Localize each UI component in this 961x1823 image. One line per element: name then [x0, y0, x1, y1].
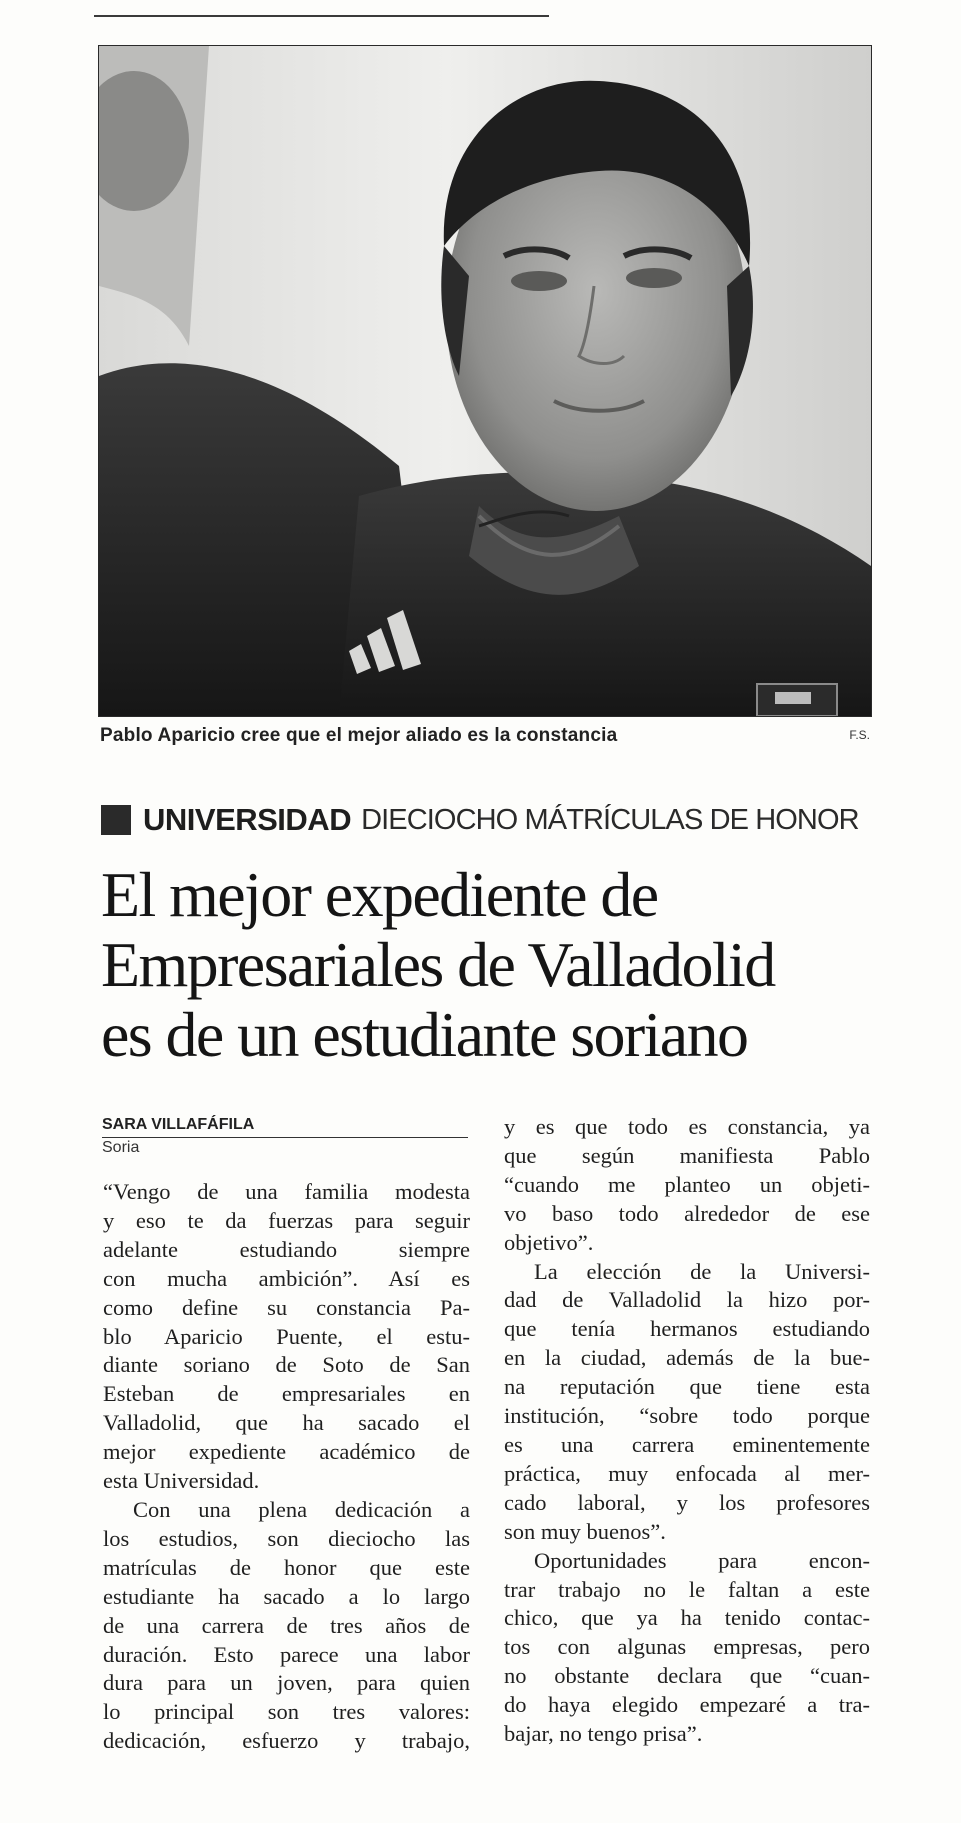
body-line: dad de Valladolid la hizo por- — [504, 1287, 870, 1313]
body-line: que tenía hermanos estudiando — [504, 1316, 870, 1342]
body-paragraph — [103, 1178, 470, 1496]
body-line: lo principal son tres valores: — [103, 1699, 470, 1725]
photo-caption-row — [100, 725, 870, 749]
body-line: matrículas de honor que este — [103, 1554, 470, 1580]
body-paragraph — [504, 1113, 870, 1258]
body-column-right — [504, 1113, 870, 1749]
body-line: objetivo”. — [504, 1229, 594, 1255]
body-column-left — [103, 1178, 470, 1756]
body-line: como define su constancia Pa- — [103, 1294, 470, 1320]
body-line: son muy buenos”. — [504, 1518, 666, 1544]
kicker-square-icon — [101, 805, 131, 835]
body-line: institución, “sobre todo porque — [504, 1403, 870, 1429]
body-line: vo baso todo alrededor de ese — [504, 1200, 870, 1226]
headline-line: es de un estudiante soriano — [101, 999, 748, 1070]
body-line: do haya elegido empezaré a tra- — [504, 1692, 870, 1718]
body-line: y es que todo es constancia, ya — [504, 1114, 870, 1139]
section-kicker — [101, 800, 881, 840]
body-paragraph — [504, 1258, 870, 1547]
body-line: estudiante ha sacado a lo largo — [103, 1583, 470, 1609]
body-paragraph — [504, 1547, 870, 1749]
body-line: blo Aparicio Puente, el estu- — [103, 1323, 470, 1349]
body-line: Valladolid, que ha sacado el — [103, 1410, 470, 1436]
body-line: dedicación, esfuerzo y trabajo, — [103, 1728, 470, 1754]
body-line: chico, que ya ha tenido contac- — [504, 1605, 870, 1631]
portrait-illustration — [99, 46, 871, 716]
body-line: “Vengo de una familia modesta — [103, 1179, 470, 1204]
body-line: práctica, muy enfocada al mer- — [504, 1460, 870, 1486]
body-line: La elección de la Universi- — [534, 1258, 870, 1284]
body-line: trar trabajo no le faltan a este — [504, 1576, 870, 1602]
body-line: cado laboral, y los profesores — [504, 1489, 870, 1515]
top-rule — [94, 15, 549, 17]
body-line: esta Universidad. — [103, 1468, 260, 1494]
body-line: diante soriano de Soto de San — [103, 1352, 470, 1378]
body-line: mejor expediente académico de — [103, 1439, 470, 1465]
photo-credit: F.S. — [849, 728, 870, 742]
body-line: Con una plena dedicación a — [133, 1496, 470, 1522]
photo-caption: Pablo Aparicio cree que el mejor aliado es la constancia — [100, 725, 618, 746]
byline — [102, 1115, 468, 1158]
body-line: na reputación que tiene esta — [504, 1374, 870, 1400]
body-line: “cuando me planteo un objeti- — [504, 1171, 870, 1197]
kicker-section: UNIVERSIDAD — [143, 802, 352, 837]
headline-line: El mejor expediente de — [101, 859, 658, 930]
headline — [101, 860, 891, 1070]
body-line: duración. Esto parece una labor — [103, 1641, 470, 1667]
body-line: Esteban de empresariales en — [103, 1381, 470, 1407]
body-line: Oportunidades para encon- — [534, 1547, 870, 1573]
body-paragraph — [103, 1496, 470, 1756]
headline-line: Empresariales de Valladolid — [101, 929, 775, 1000]
body-line: adelante estudiando siempre — [103, 1236, 470, 1262]
body-line: y eso te da fuerzas para seguir — [103, 1207, 470, 1233]
body-line: de una carrera de tres años de — [103, 1612, 470, 1638]
body-line: no obstante declara que “cuan- — [504, 1663, 870, 1689]
body-line: los estudios, son dieciocho las — [103, 1525, 470, 1551]
body-line: con mucha ambición”. Así es — [103, 1265, 470, 1291]
byline-author: SARA VILLAFÁFILA — [102, 1116, 255, 1133]
article-photo — [98, 45, 872, 717]
body-line: tos con algunas empresas, pero — [504, 1634, 870, 1660]
byline-location: Soria — [102, 1139, 140, 1156]
body-line: que según manifiesta Pablo — [504, 1142, 870, 1168]
body-line: en la ciudad, además de la bue- — [504, 1345, 870, 1371]
body-line: dura para un joven, para quien — [103, 1670, 470, 1696]
kicker-topic: DIECIOCHO MÁTRÍCULAS DE HONOR — [361, 803, 859, 836]
body-line: es una carrera eminentemente — [504, 1431, 870, 1457]
body-line: bajar, no tengo prisa”. — [504, 1721, 703, 1747]
